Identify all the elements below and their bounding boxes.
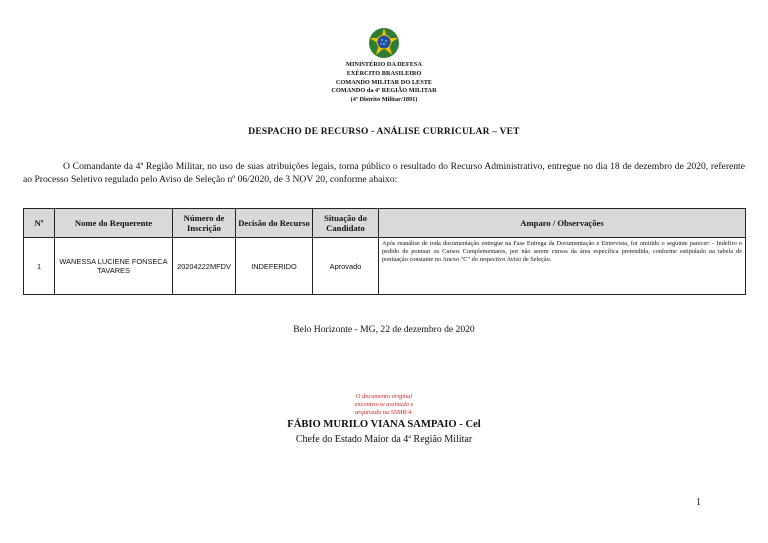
- signatory-role: Chefe do Estado Maior da 4ª Região Militar: [295, 434, 473, 445]
- cell-number: 1: [24, 238, 55, 295]
- header-line-army: EXÉRCITO BRASILEIRO: [346, 69, 422, 77]
- col-header-name: Nome do Requerente: [55, 209, 173, 238]
- signatory-name: FÁBIO MURILO VIANA SAMPAIO - Cel: [287, 419, 481, 430]
- intro-paragraph: O Comandante da 4ª Região Militar, no uso de suas atribuições legais, torna público o resultado do Recurso Administrativo, entregue no dia 18 de dezembro de 2020, referente ao Processo Seletivo regulado pelo Aviso de Seleção nº 06/2020, de 3 NOV 20, conforme abaixo:: [23, 161, 745, 185]
- brazil-coat-of-arms-icon: [367, 26, 401, 60]
- col-header-notes: Amparo / Observações: [379, 209, 746, 238]
- cell-notes: Após reanálise de toda documentação entregue na Fase Entrega da Documentação e Entrevista, foi omitido o seguinte parecer: - Indefiro o pedido de pontuar os Cursos Complementares, por não serem cursos da área específica pretendida, conforme estipulado na tabela de pontuação constante no Anexo "C" do respectivo Aviso de Seleção.: [379, 238, 746, 295]
- header-line-region-command: COMANDO da 4ª REGIÃO MILITAR: [331, 87, 437, 95]
- page-number: 1: [696, 497, 701, 508]
- header-line-command-east: COMANDO MILITAR DO LESTE: [335, 78, 433, 86]
- original-document-stamp: [0, 393, 768, 418]
- document-title: DESPACHO DE RECURSO - ANÁLISE CURRICULAR – VET: [248, 127, 520, 137]
- cell-registration: 20204222MFDV: [173, 238, 236, 295]
- table-row: [24, 238, 746, 295]
- cell-status: Aprovado: [313, 238, 379, 295]
- col-header-registration: Número de Inscrição: [173, 209, 236, 238]
- stamp-line: arquivado na SSMR/4.: [355, 409, 413, 417]
- place-date: Belo Horizonte - MG, 22 de dezembro de 2020: [293, 324, 475, 335]
- col-header-status: Situação do Candidato: [313, 209, 379, 238]
- appeal-results-table: [23, 208, 746, 295]
- header-line-district: (4º Distrito Militar/1891): [350, 96, 418, 104]
- stamp-line: encontra-se assinado e: [354, 401, 414, 409]
- cell-name: WANESSA LUCIENE FONSECA TAVARES: [55, 238, 173, 295]
- table-header-row: [24, 209, 746, 238]
- cell-decision: INDEFERIDO: [236, 238, 313, 295]
- col-header-decision: Decisão do Recurso: [236, 209, 313, 238]
- institution-header: [0, 61, 768, 105]
- col-header-number: Nº: [24, 209, 55, 238]
- stamp-line: O documento original: [355, 393, 413, 400]
- header-line-ministry: MINISTÉRIO DA DEFESA: [346, 61, 422, 68]
